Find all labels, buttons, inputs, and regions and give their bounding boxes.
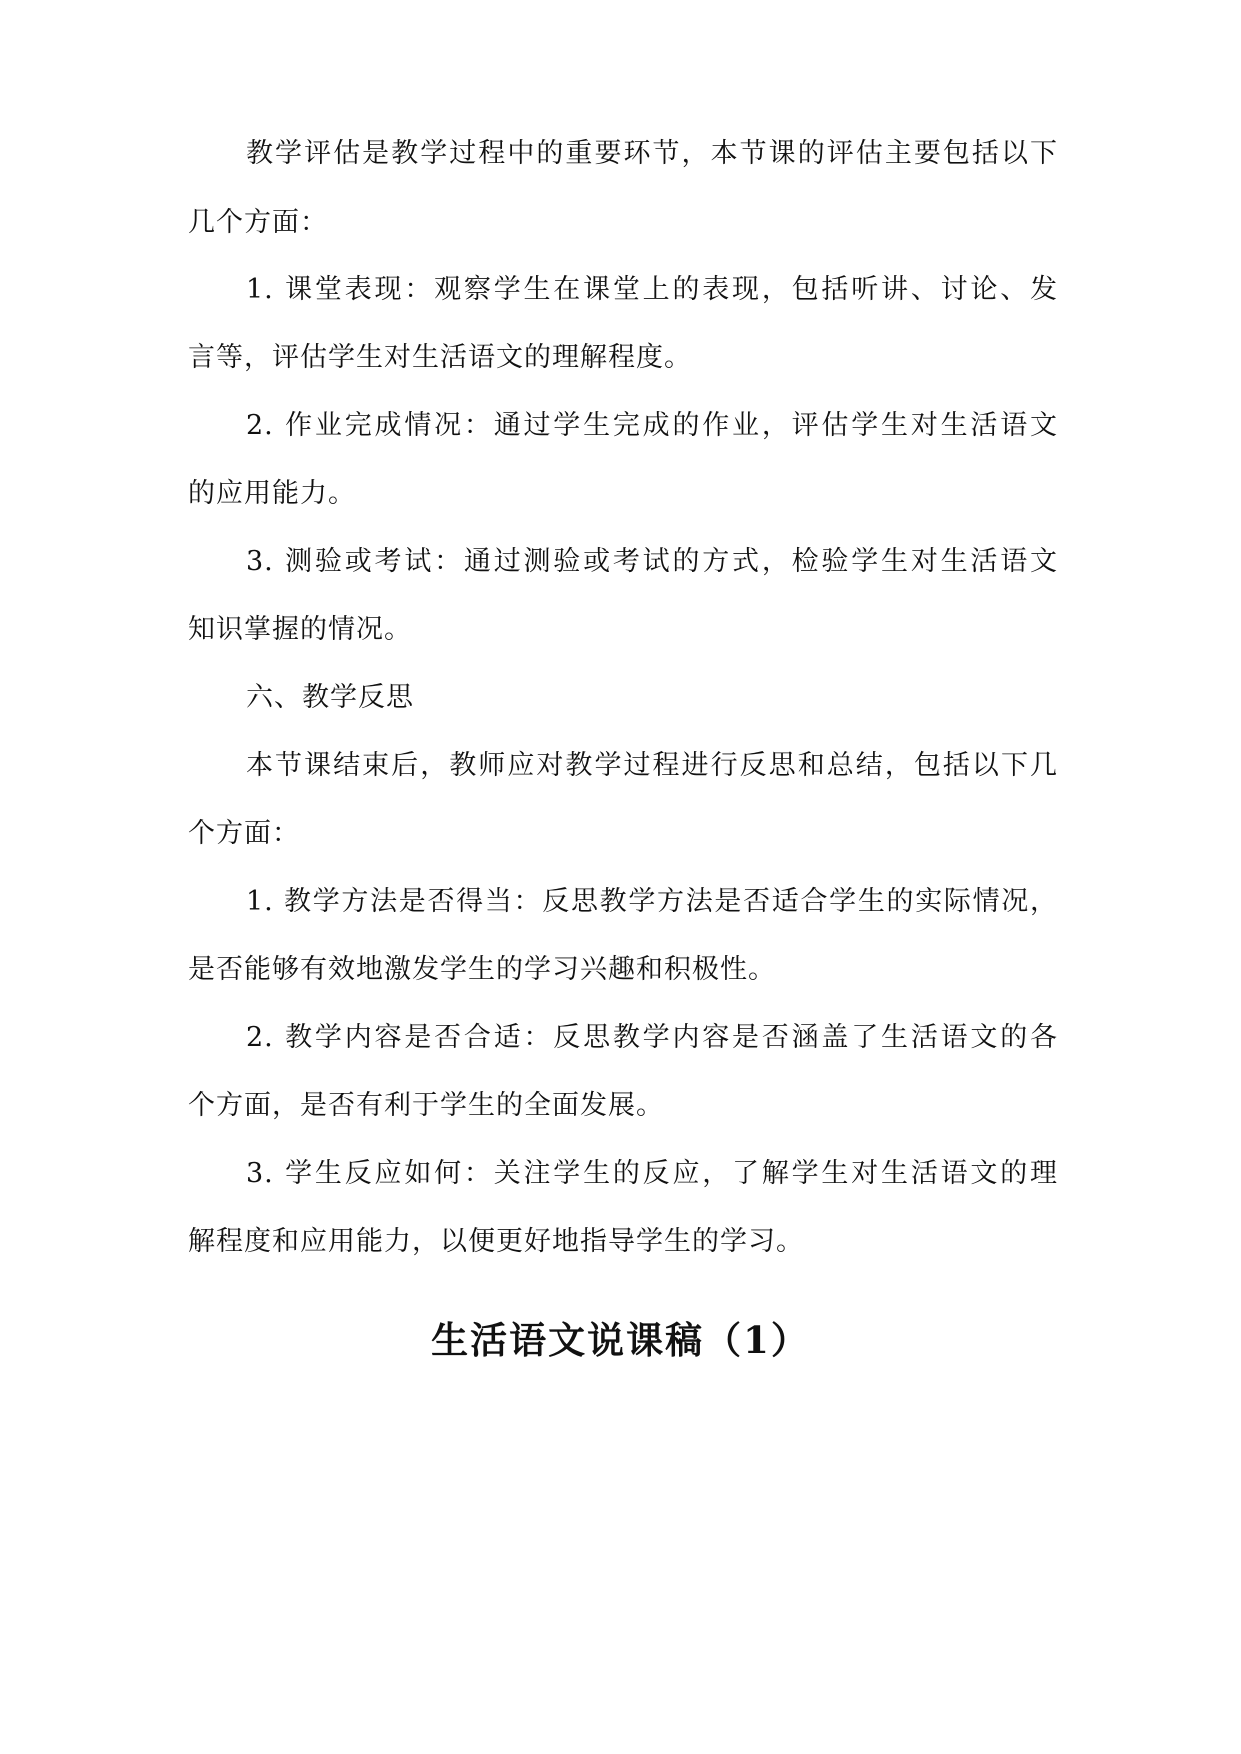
paragraph-line: 3. 学生反应如何：关注学生的反应，了解学生对生活语文的理 <box>246 1158 1058 1189</box>
paragraph-line: 的应用能力。 <box>188 478 356 509</box>
paragraph-line: 解程度和应用能力，以便更好地指导学生的学习。 <box>188 1226 804 1257</box>
paragraph-line: 本节课结束后，教师应对教学过程进行反思和总结，包括以下几 <box>246 750 1058 781</box>
paragraph-line: 2. 教学内容是否合适：反思教学内容是否涵盖了生活语文的各 <box>246 1022 1058 1053</box>
paragraph-line: 3. 测验或考试：通过测验或考试的方式，检验学生对生活语文 <box>246 546 1058 577</box>
section-title: 六、教学反思 <box>246 682 414 713</box>
paragraph-line: 几个方面： <box>188 207 328 238</box>
paragraph-line: 2. 作业完成情况：通过学生完成的作业，评估学生对生活语文 <box>246 410 1058 441</box>
paragraph-line: 1. 课堂表现：观察学生在课堂上的表现，包括听讲、讨论、发 <box>246 274 1058 305</box>
paragraph-line: 教学评估是教学过程中的重要环节，本节课的评估主要包括以下 <box>246 138 1058 169</box>
paragraph-line: 知识掌握的情况。 <box>188 614 412 645</box>
paragraph-line: 是否能够有效地激发学生的学习兴趣和积极性。 <box>188 954 776 985</box>
paragraph-line: 个方面，是否有利于学生的全面发展。 <box>188 1090 664 1121</box>
paragraph-line: 言等，评估学生对生活语文的理解程度。 <box>188 342 692 373</box>
document-title: 生活语文说课稿（1） <box>431 1318 810 1362</box>
paragraph-line: 个方面： <box>188 818 300 849</box>
paragraph-line: 1. 教学方法是否得当：反思教学方法是否适合学生的实际情况， <box>246 886 1058 917</box>
